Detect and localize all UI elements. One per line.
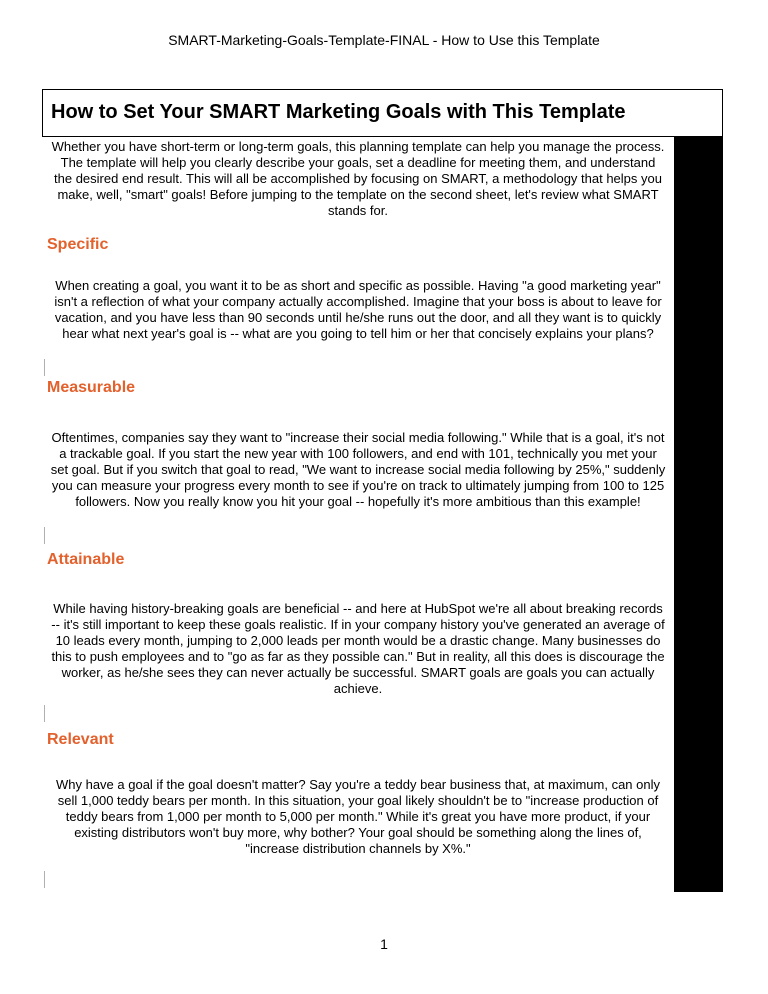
heading-attainable: Attainable (47, 551, 125, 568)
title-cell (42, 89, 723, 137)
heading-measurable: Measurable (47, 379, 136, 396)
intro-paragraph: Whether you have short-term or long-term goals, this planning template can help you manage the process. The template will help you clearly describe your goals, set a deadline for meeting them, and understand the desired end result. This will all be accomplished by focusing on SMART, a methodology that helps you make, well, "smart" goals! Before jumping to the template on the second sheet, let's review what SMART stands for. (51, 139, 665, 218)
row-divider (44, 527, 45, 544)
heading-relevant: Relevant (47, 731, 114, 748)
page-number: 1 (380, 936, 388, 952)
paragraph-measurable: Oftentimes, companies say they want to "increase their social media following." While that is a goal, it's not a trackable goal. If you start the new year with 100 followers, and end with 101, technically you met your set goal. But if you switch that goal to read, "We want to increase social media following by 25%," suddenly you can measure your progress every month to see if you're on track to ultimately jumping from 100 to 125 followers. Now you really know you hit your goal -- hopefully it's more ambitious than this example! (50, 430, 666, 509)
paragraph-relevant: Why have a goal if the goal doesn't matter? Say you're a teddy bear business that, at maximum, can only sell 1,000 teddy bears per month. In this situation, your goal likely shouldn't be to "increase production of teddy bears from 1,000 per month to 5,000 per month." While it's great you have more product, if your existing distributors won't buy more, why bother? Your goal should be something along the lines of, "increase distribution channels by X%." (55, 777, 660, 856)
row-divider (44, 359, 45, 376)
spreadsheet-sheet (42, 89, 723, 892)
page-title: How to Set Your SMART Marketing Goals with This Template (51, 101, 626, 123)
filled-column (674, 136, 723, 892)
heading-specific: Specific (47, 236, 109, 253)
row-divider (44, 705, 45, 722)
row-divider (44, 871, 45, 888)
page-header: SMART-Marketing-Goals-Template-FINAL - How to Use this Template (168, 32, 600, 48)
paragraph-specific: When creating a goal, you want it to be as short and specific as possible. Having "a good marketing year" isn't a reflection of what your company actually accomplished. Imagine that your boss is about to leave for vacation, and you have less than 90 seconds until he/she runs out the door, and all they want is to quickly hear what next year's goal is -- what are you going to tell him or her that concisely explains your plans? (54, 278, 662, 341)
paragraph-attainable: While having history-breaking goals are beneficial -- and here at HubSpot we're all about breaking records -- it's still important to keep these goals realistic. If in your company history you've generated an average of 10 leads every month, jumping to 2,000 leads per month would be a drastic change. Many businesses do this to push employees and to "go as far as they possible can." But in reality, all this does is discourage the worker, as he/she sees they can never actually be successful. SMART goals are goals you can actually achieve. (51, 601, 665, 696)
